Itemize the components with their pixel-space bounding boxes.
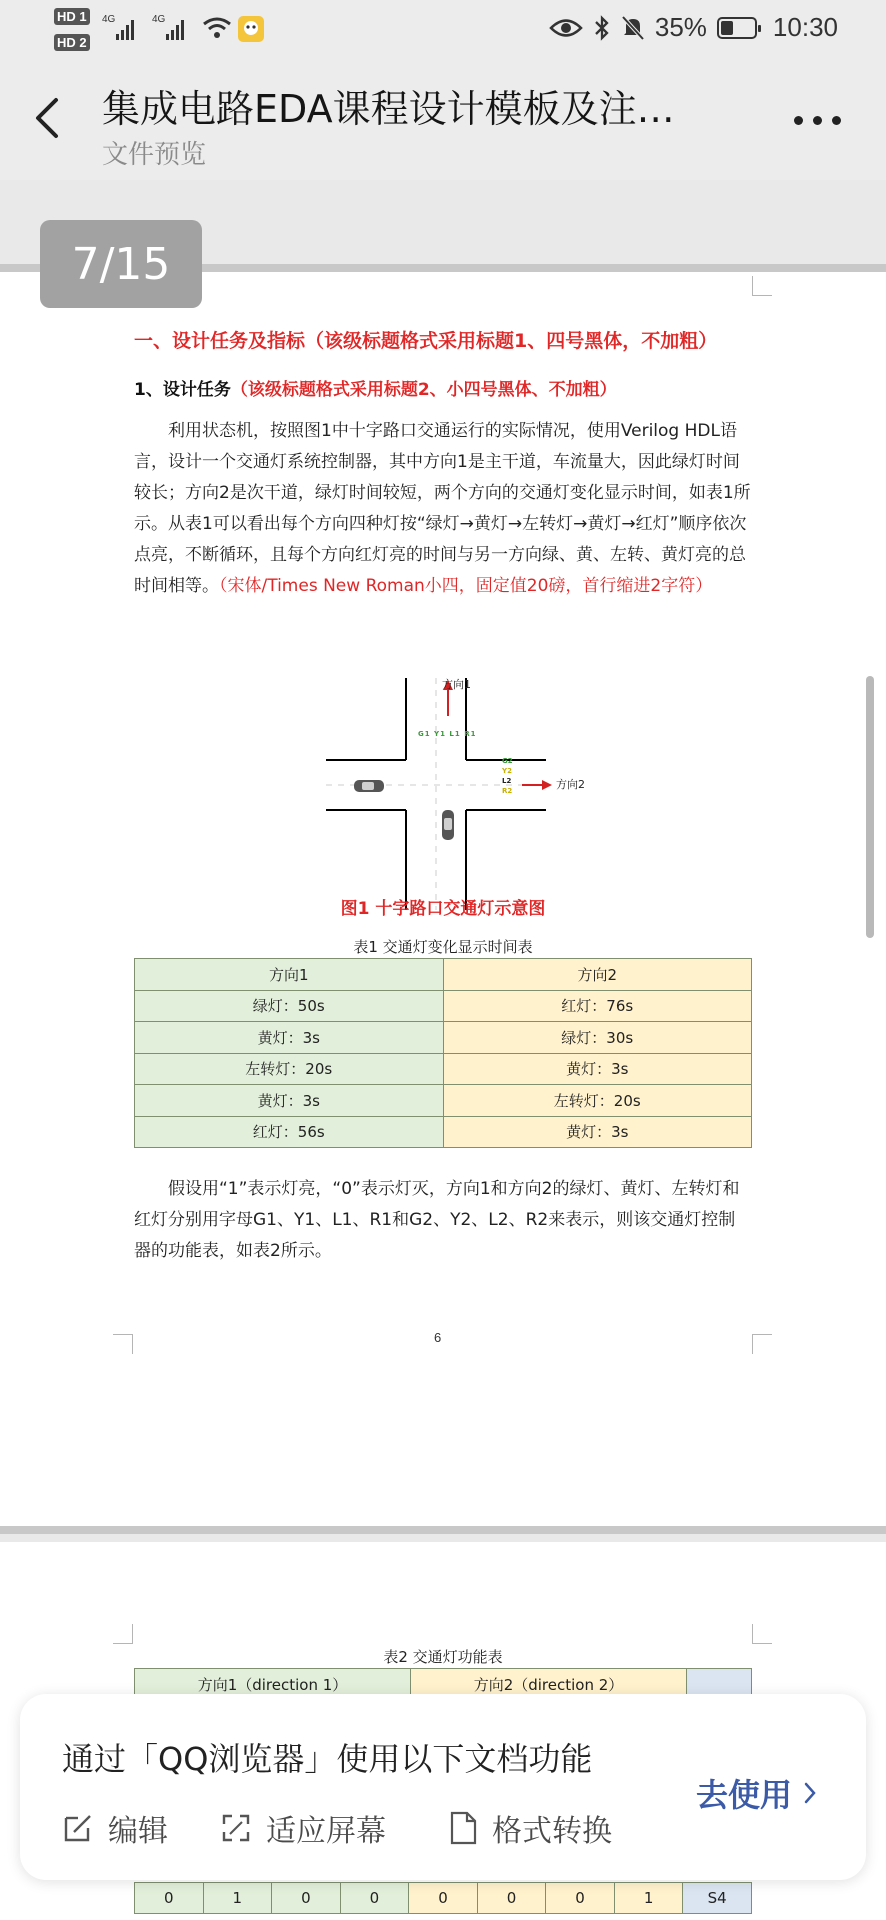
chevron-left-icon [26, 88, 70, 148]
table-cell: 0 [272, 1883, 341, 1914]
app-header [0, 58, 886, 180]
sim2-badge: HD 2 [54, 34, 90, 51]
promo-title: 通过「QQ浏览器」使用以下文档功能 [62, 1740, 593, 1778]
table-row [135, 1085, 752, 1117]
table-cell: 0 [135, 1883, 204, 1914]
signal-2-icon [166, 18, 184, 40]
scrollbar-thumb[interactable] [866, 676, 874, 938]
page-number: 6 [434, 1330, 442, 1345]
table-cell: 黄灯：3s [135, 1022, 444, 1054]
table-cell: 红灯：76s [443, 990, 752, 1022]
document-page-6 [0, 272, 886, 1534]
network-type-1: 4G [102, 14, 116, 25]
more-dot-icon [832, 116, 841, 125]
document-subtitle: 文件预览 [102, 140, 207, 170]
eye-icon [549, 17, 583, 39]
table-cell: 0 [409, 1883, 478, 1914]
table-header-cell: 方向1 [135, 959, 444, 991]
edit-icon [62, 1812, 94, 1844]
g2-light: G2 [502, 757, 513, 765]
table-header-cell: 方向2（direction 2） [411, 1669, 687, 1700]
direction-2-lights [502, 756, 513, 796]
l2-light: L2 [502, 777, 512, 785]
more-dot-icon [813, 116, 822, 125]
table-header-row [135, 959, 752, 991]
bluetooth-icon [593, 15, 611, 41]
table-cell: S4 [683, 1883, 752, 1914]
table-cell: 绿灯：50s [135, 990, 444, 1022]
table-cell: 0 [546, 1883, 615, 1914]
direction-1-label: 方向1 [442, 678, 471, 691]
table-cell: 0 [477, 1883, 546, 1914]
table-cell: 1 [203, 1883, 272, 1914]
table-2-caption: 表2 交通灯功能表 [383, 1648, 503, 1666]
document-viewer[interactable] [0, 180, 886, 1920]
paragraph-assumption: 假设用“1”表示灯亮，“0”表示灯灭，方向1和方向2的绿灯、黄灯、左转灯和红灯分别用字母G1、Y1、L1、R1和G2、Y2、L2、R2来表示，则该交通灯控制器的功能表，如表2所示。 [134, 1179, 740, 1261]
paragraph-task [134, 416, 752, 602]
more-dot-icon [794, 116, 803, 125]
edit-feature-button[interactable] [62, 1806, 168, 1850]
margin-corner [752, 1624, 772, 1644]
more-options-button[interactable] [794, 116, 846, 136]
go-use-label: 去使用 [696, 1776, 793, 1814]
table-cell: 0 [340, 1883, 409, 1914]
table-1-caption: 表1 交通灯变化显示时间表 [353, 938, 533, 956]
sim1-badge: HD 1 [54, 8, 90, 25]
mute-bell-icon [621, 15, 645, 41]
paragraph-task-text: 利用状态机，按照图1中十字路口交通运行的实际情况，使用Verilog HDL语言，设计一个交通灯系统控制器，其中方向1是主干道，车流量大，因此绿灯时间较长；方向2是次干道，绿灯时间较短，两个方向的交通灯变化显示时间，如表1所示。从表1可以看出每个方向四种灯按“绿灯→黄灯→左转灯→黄灯→红灯”顺序依次点亮，不断循环，且每个方向红灯亮的时间与另一方向绿、黄、左转、黄灯亮的总时间相等。 [134, 421, 751, 596]
clock: 10:30 [772, 12, 838, 42]
fit-screen-label: 适应屏幕 [266, 1814, 386, 1849]
intersection-diagram [326, 678, 590, 910]
edit-label: 编辑 [108, 1814, 168, 1849]
app-notification-icon [236, 14, 266, 44]
status-right [549, 12, 838, 43]
go-use-button[interactable] [696, 1770, 818, 1816]
signal-1-icon [116, 18, 134, 40]
timing-table [134, 958, 752, 1148]
r2-light: R2 [502, 787, 513, 795]
table-cell: 左转灯：20s [135, 1053, 444, 1085]
heading-2-main: 1、设计任务 [134, 380, 231, 400]
chevron-right-icon [802, 1780, 818, 1806]
fit-screen-feature-button[interactable] [220, 1806, 386, 1850]
table-cell: 左转灯：20s [443, 1085, 752, 1117]
margin-corner [113, 1624, 133, 1644]
heading-2-note: （该级标题格式采用标题2、小四号黑体、不加粗） [230, 380, 617, 400]
table-cell: 1 [614, 1883, 683, 1914]
format-convert-label: 格式转换 [492, 1814, 612, 1849]
battery-icon [717, 17, 757, 39]
table-cell: 红灯：56s [135, 1116, 444, 1148]
margin-corner [752, 1334, 772, 1354]
fit-screen-icon [220, 1812, 252, 1844]
table-header-cell: 方向2 [443, 959, 752, 991]
status-bar [0, 0, 886, 58]
table-row [135, 1053, 752, 1085]
y2-light: Y2 [502, 767, 512, 775]
margin-corner [752, 276, 772, 296]
battery-percent: 35% [654, 12, 707, 42]
wifi-icon [202, 16, 232, 40]
qq-browser-promo [20, 1694, 866, 1880]
margin-corner [113, 1334, 133, 1354]
figure-caption: 图1 十字路口交通灯示意图 [340, 899, 546, 919]
table-row [135, 1116, 752, 1148]
table-header-cell: 方向1（direction 1） [135, 1669, 411, 1700]
network-type-2: 4G [152, 14, 166, 25]
file-convert-icon [448, 1811, 478, 1845]
table-cell: 黄灯：3s [443, 1053, 752, 1085]
direction-1-lights: G1 Y1 L1 R1 [418, 730, 477, 738]
table-cell: 黄灯：3s [135, 1085, 444, 1117]
document-title: 集成电路EDA课程设计模板及注… [102, 87, 675, 131]
table-cell: 黄灯：3s [443, 1116, 752, 1148]
back-button[interactable] [26, 88, 70, 148]
table-row [135, 990, 752, 1022]
table-cell: 绿灯：30s [443, 1022, 752, 1054]
table-row [135, 1883, 752, 1914]
format-convert-feature-button[interactable] [448, 1806, 612, 1850]
direction-2-label: 方向2 [556, 778, 585, 791]
function-table-row [134, 1882, 752, 1914]
page-separator [0, 1526, 886, 1534]
section-heading-2 [134, 375, 764, 400]
paragraph-format-note: （宋体/Times New Roman小四，固定值20磅，首行缩进2字符） [219, 576, 713, 596]
table-row [135, 1022, 752, 1054]
page-indicator: 7/15 [40, 220, 202, 308]
section-heading-1: 一、设计任务及指标（该级标题格式采用标题1、四号黑体，不加粗） [134, 330, 718, 352]
